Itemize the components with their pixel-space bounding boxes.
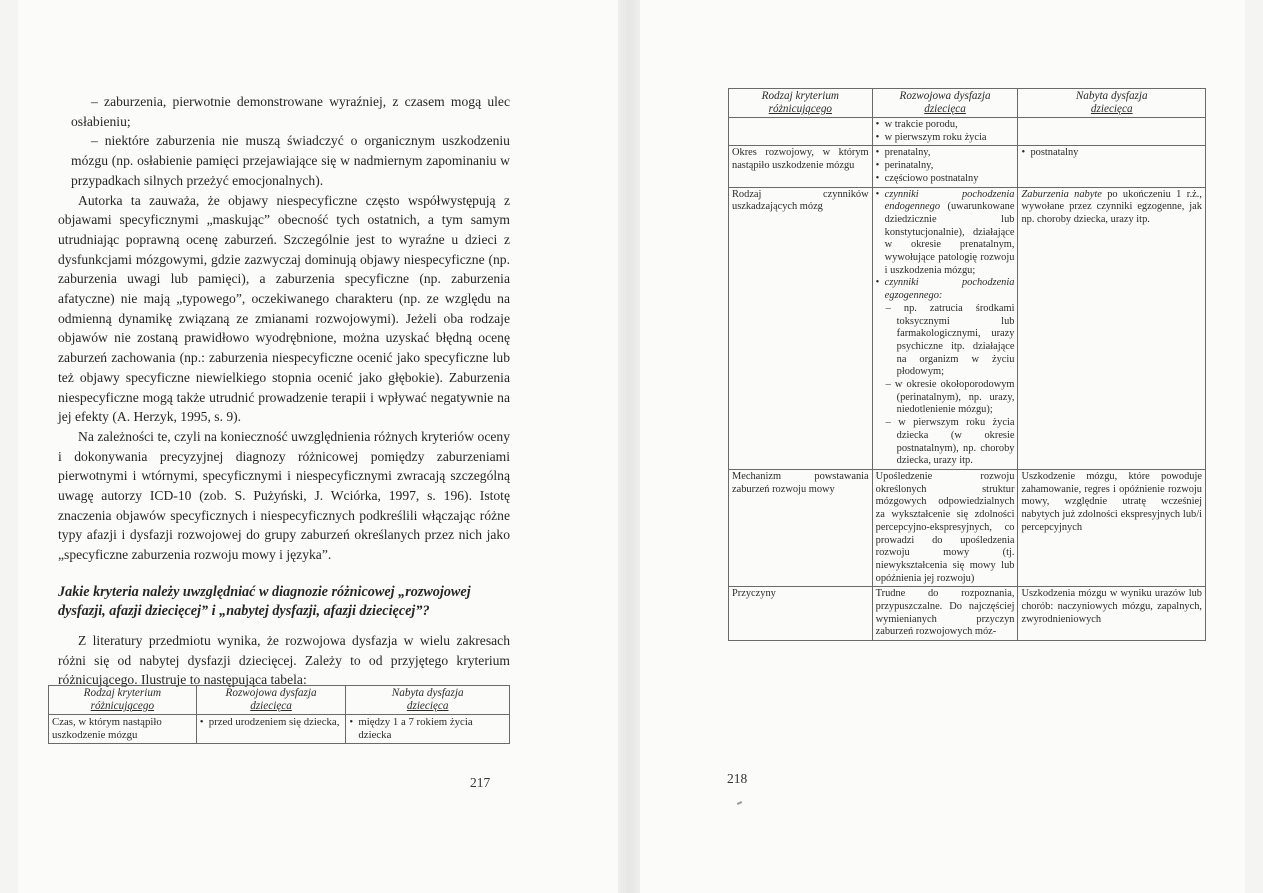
cell-criterion: Rodzaj czynników uszkadzających mózg bbox=[729, 187, 873, 469]
table-row bbox=[729, 146, 1206, 187]
cell-acquired: Uszkodzenia mózgu w wyniku urazów lub chorób: naczyniowych mózgu, zapalnych, zwyrodnieniowych bbox=[1018, 587, 1206, 641]
table-row bbox=[729, 187, 1206, 469]
table-row bbox=[49, 715, 510, 744]
left-page-text bbox=[58, 92, 510, 690]
cell-acquired: • między 1 a 7 rokiem życia dziecka bbox=[346, 715, 510, 744]
cell-criterion: Czas, w którym nastąpiło uszkodzenie mózgu bbox=[49, 715, 197, 744]
header-developmental: Rozwojowa dysfazja dziecięca bbox=[196, 686, 346, 715]
exogenous-item: • czynniki pochodzenia egzogennego: bbox=[876, 277, 1015, 302]
table-row bbox=[729, 469, 1206, 586]
cell-developmental: Trudne do rozpoznania, przypuszczalne. Do najczęściej wymienianych przyczyn zaburzeń rozwojowych móz- bbox=[872, 587, 1018, 641]
header-developmental: Rozwojowa dysfazja dziecięca bbox=[872, 89, 1018, 118]
comparison-table-continued bbox=[728, 88, 1206, 641]
cell-developmental: • przed urodzeniem się dziecka, bbox=[196, 715, 346, 744]
header-acquired: Nabyta dysfazja dziecięca bbox=[346, 686, 510, 715]
scan-speck bbox=[737, 801, 742, 805]
table-row bbox=[729, 118, 1206, 146]
cell-criterion: Przyczyny bbox=[729, 587, 873, 641]
paragraph: Na zależności te, czyli na konieczność uwzględnienia różnych kryteriów oceny i dokonywania precyzyjnej diagnozy różnicowej pomiędzy zaburzeniami pierwotnymi i wtórnymi, specyficznymi i niespecyficznymi zwracają szczególną uwagę autorzy ICD-10 (zob. S. Pużyński, J. Wciórka, 1997, s. 196). Istotę znaczenia objawów specyficznych i niespecyficznych podkreślili włączając różne typy afazji i dysfazji rozwojowej do grupy zaburzeń określanych przez nich jako „specyficzne zaburzenia rozwoju mowy i języka”. bbox=[58, 428, 510, 563]
cell-criterion bbox=[729, 118, 873, 146]
header-acquired: Nabyta dysfazja dziecięca bbox=[1018, 89, 1206, 118]
comparison-table-start bbox=[48, 685, 510, 744]
cell-developmental: • prenatalny, • perinatalny, • częściowo postnatalny bbox=[872, 146, 1018, 187]
page-number: 217 bbox=[470, 775, 491, 790]
header-criterion: Rodzaj kryterium różnicującego bbox=[49, 686, 197, 715]
exogenous-subitem: – np. zatrucia środkami toksycznymi lub farmakologicznymi, urazy psychiczne itp. działające na organizm w życiu płodowym; bbox=[885, 302, 1015, 378]
table-header-row bbox=[49, 686, 510, 715]
book-gutter bbox=[618, 0, 640, 893]
cell-acquired bbox=[1018, 118, 1206, 146]
paragraph: Z literatury przedmiotu wynika, że rozwojowa dysfazja w wielu zakresach różni się od nabytej dysfazji dziecięcej. Zależy to od przyjętego kryterium różnicującego. Ilustruje to następująca tabela: bbox=[58, 632, 510, 688]
cell-acquired: Uszkodzenie mózgu, które powoduje zahamowanie, regres i opóźnienie rozwoju mowy, względnie utratę wcześniej nabytych już zdolności ekspresyjnych lub/i percepcyjnych bbox=[1018, 469, 1206, 586]
paragraph: Autorka ta zauważa, że objawy niespecyficzne często współwystępują z objawami specyficznymi „maskując” obecność tych ostatnich, a tym samym utrudniając poprawną ocenę zaburzeń. Szczególnie jest to wyraźne u dzieci z dysfunkcjami mózgowymi, gdzie zazwyczaj dominują objawy niespecyficzne (np. zaburzenia uwagi lub pamięci), a zaburzenia specyficzne (np. zaburzenia afatyczne) nie mają „typowego”, oczekiwanego charakteru (np. ze względu na odmienną dynamikę związaną ze zmianami rozwojowymi). Jeżeli oba rodzaje objawów nie zostaną prawidłowo wyodrębnione, można uzyskać błędną ocenę zaburzeń zachowania (np.: zaburzenia niespecyficzne ocenić jako specyficzne lub też objawy specyficzne niewielkiego stopnia ocenić jako głębokie). Zaburzenia niespecyficzne mogą także utrudnić prowadzenie terapii i wpływać negatywnie na jej efekty (A. Herzyk, 1995, s. 9). bbox=[58, 192, 510, 425]
header-criterion: Rodzaj kryterium różnicującego bbox=[729, 89, 873, 118]
endogenous-item: • czynniki pochodzenia endogennego (uwarunkowane dziedzicznie lub konstytucjonalnie), działające w okresie prenatalnym, wywołujące patologię rozwoju i uszkodzenia mózgu; bbox=[876, 189, 1015, 278]
exogenous-subitem: – w pierwszym roku życia dziecka (w okresie postnatalnym), np. choroby dziecka, urazy itp. bbox=[885, 417, 1015, 467]
table-row bbox=[729, 587, 1206, 641]
cell-criterion: Mechanizm powstawania zaburzeń rozwoju mowy bbox=[729, 469, 873, 586]
table-header-row bbox=[729, 89, 1206, 118]
right-page bbox=[640, 0, 1245, 893]
cell-acquired: • postnatalny bbox=[1018, 146, 1206, 187]
dash-item: – niektóre zaburzenia nie muszą świadczyć o organicznym uszkodzeniu mózgu (np. osłabienie pamięci przejawiające się w nadmiernym zapominaniu w przypadkach silnych przeżyć emocjonalnych). bbox=[71, 133, 510, 188]
cell-developmental bbox=[872, 187, 1018, 469]
page-number: 218 bbox=[727, 771, 748, 786]
left-page bbox=[18, 0, 618, 893]
cell-developmental: Upośledzenie rozwoju określonych struktur mózgowych odpowiedzialnych za wykształcenie się zdolności percepcyjno-ekspresyjnych, co prowadzi do upośledzenia rozwoju mowy (tj. niewykształcenia się mowy lub opóźnienia jej rozwoju) bbox=[872, 469, 1018, 586]
cell-criterion: Okres rozwojowy, w którym nastąpiło uszkodzenie mózgu bbox=[729, 146, 873, 187]
section-heading: Jakie kryteria należy uwzględniać w diagnozie różnicowej „rozwojowej dysfazji, afazji dziecięcej” i „nabytej dysfazji, afazji dziecięcej”? bbox=[58, 583, 471, 619]
cell-developmental: • w trakcie porodu, • w pierwszym roku życia bbox=[872, 118, 1018, 146]
dash-item: – zaburzenia, pierwotnie demonstrowane wyraźniej, z czasem mogą ulec osłabieniu; bbox=[71, 94, 510, 129]
exogenous-subitem: – w okresie okołoporodowym (perinatalnym), np. urazy, niedotlenienie mózgu); bbox=[885, 379, 1015, 416]
cell-acquired: Zaburzenia nabyte po ukończeniu 1 r.ż., wywołane przez czynniki egzogenne, jak np. choroby dziecka, urazy itp. bbox=[1018, 187, 1206, 469]
